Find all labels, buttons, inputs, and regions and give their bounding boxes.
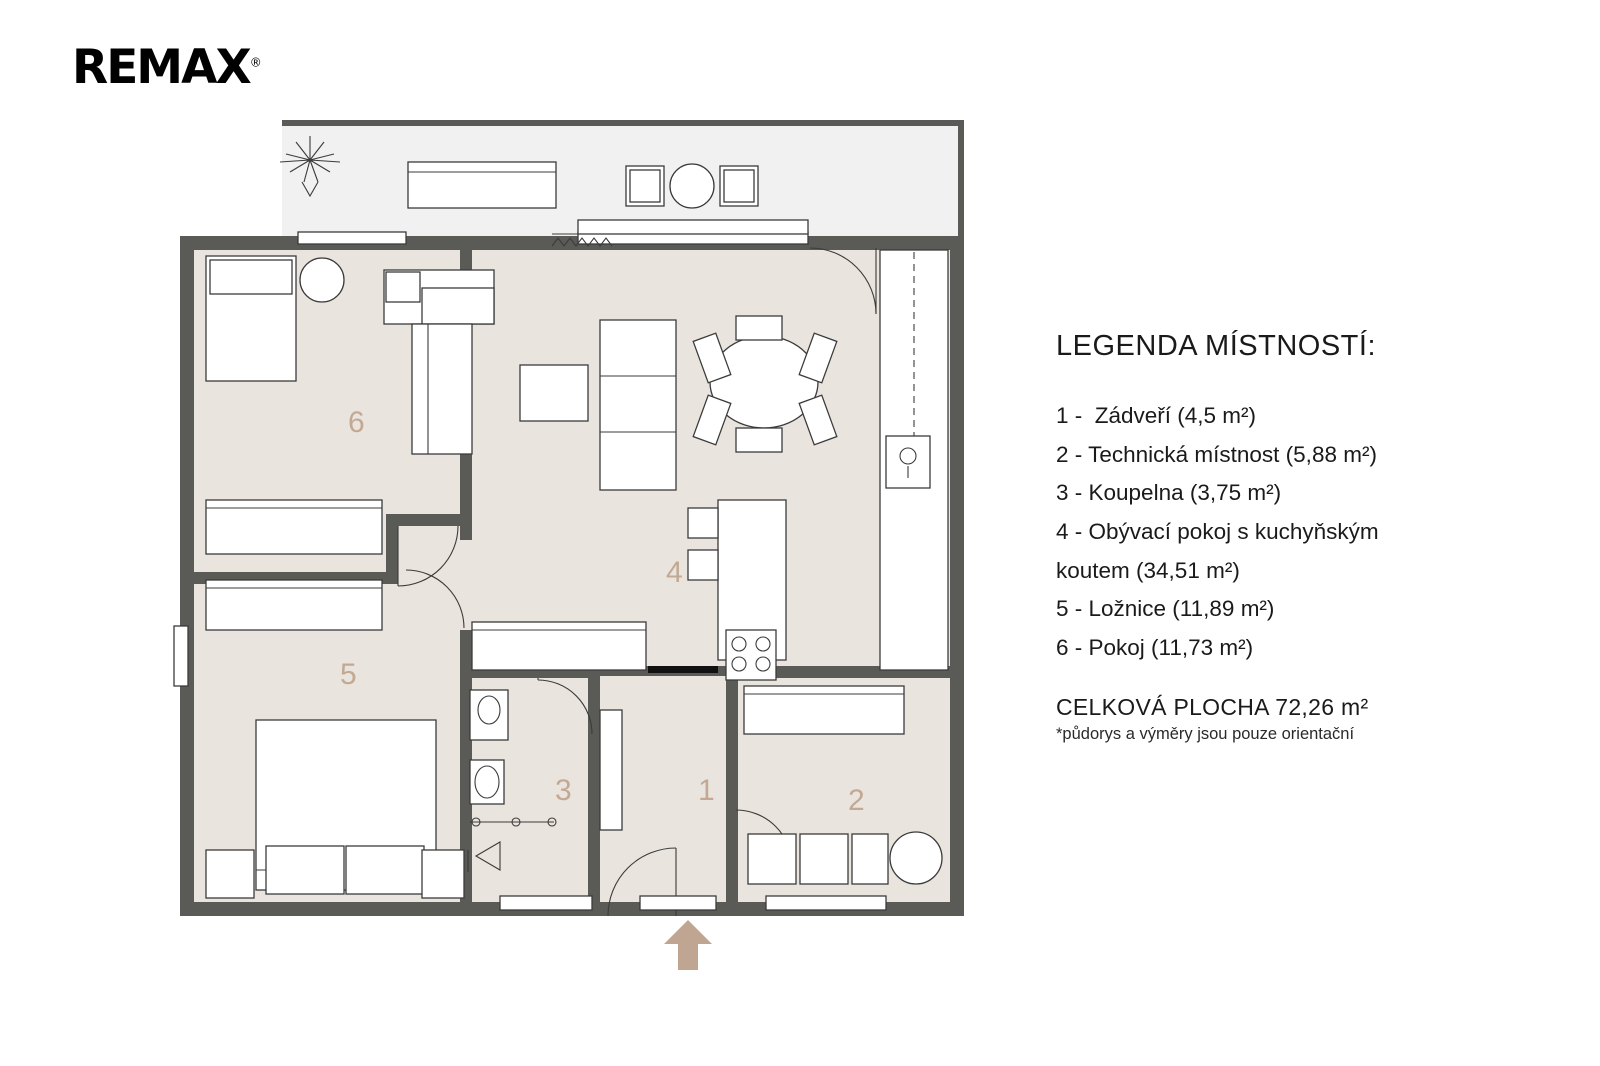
- legend-title: LEGENDA MÍSTNOSTÍ:: [1056, 330, 1376, 362]
- legend-panel: [1056, 330, 1536, 744]
- room-label-2: 2: [848, 784, 865, 817]
- room-label-6: 6: [348, 406, 365, 439]
- legend-item-4: 4 - Obývací pokoj s kuchyňským: [1056, 519, 1379, 545]
- remax-logo: [72, 40, 262, 95]
- total-area: CELKOVÁ PLOCHA 72,26 m²: [1056, 693, 1369, 720]
- legend-item-3: 3 - Koupelna (3,75 m²): [1056, 480, 1282, 506]
- room-label-3: 3: [555, 774, 572, 807]
- logo-trademark: ®: [249, 55, 262, 70]
- legend-item-4-continued: koutem (34,51 m²): [1056, 557, 1240, 583]
- floor-plan: [170, 110, 970, 970]
- legend-item-6: 6 - Pokoj (11,73 m²): [1056, 635, 1254, 661]
- legend-item-1: 1 - Zádveří (4,5 m²): [1056, 403, 1257, 428]
- room-label-5: 5: [340, 658, 357, 691]
- entrance-arrow: [664, 920, 712, 970]
- logo-text: REMAX: [72, 40, 250, 95]
- disclaimer-note: *půdorys a výměry jsou pouze orientační: [1056, 724, 1355, 743]
- legend-item-2: 2 - Technická místnost (5,88 m²): [1056, 441, 1377, 467]
- room-label-1: 1: [698, 774, 715, 807]
- room-label-4: 4: [666, 556, 683, 589]
- legend-item-5: 5 - Ložnice (11,89 m²): [1056, 596, 1275, 622]
